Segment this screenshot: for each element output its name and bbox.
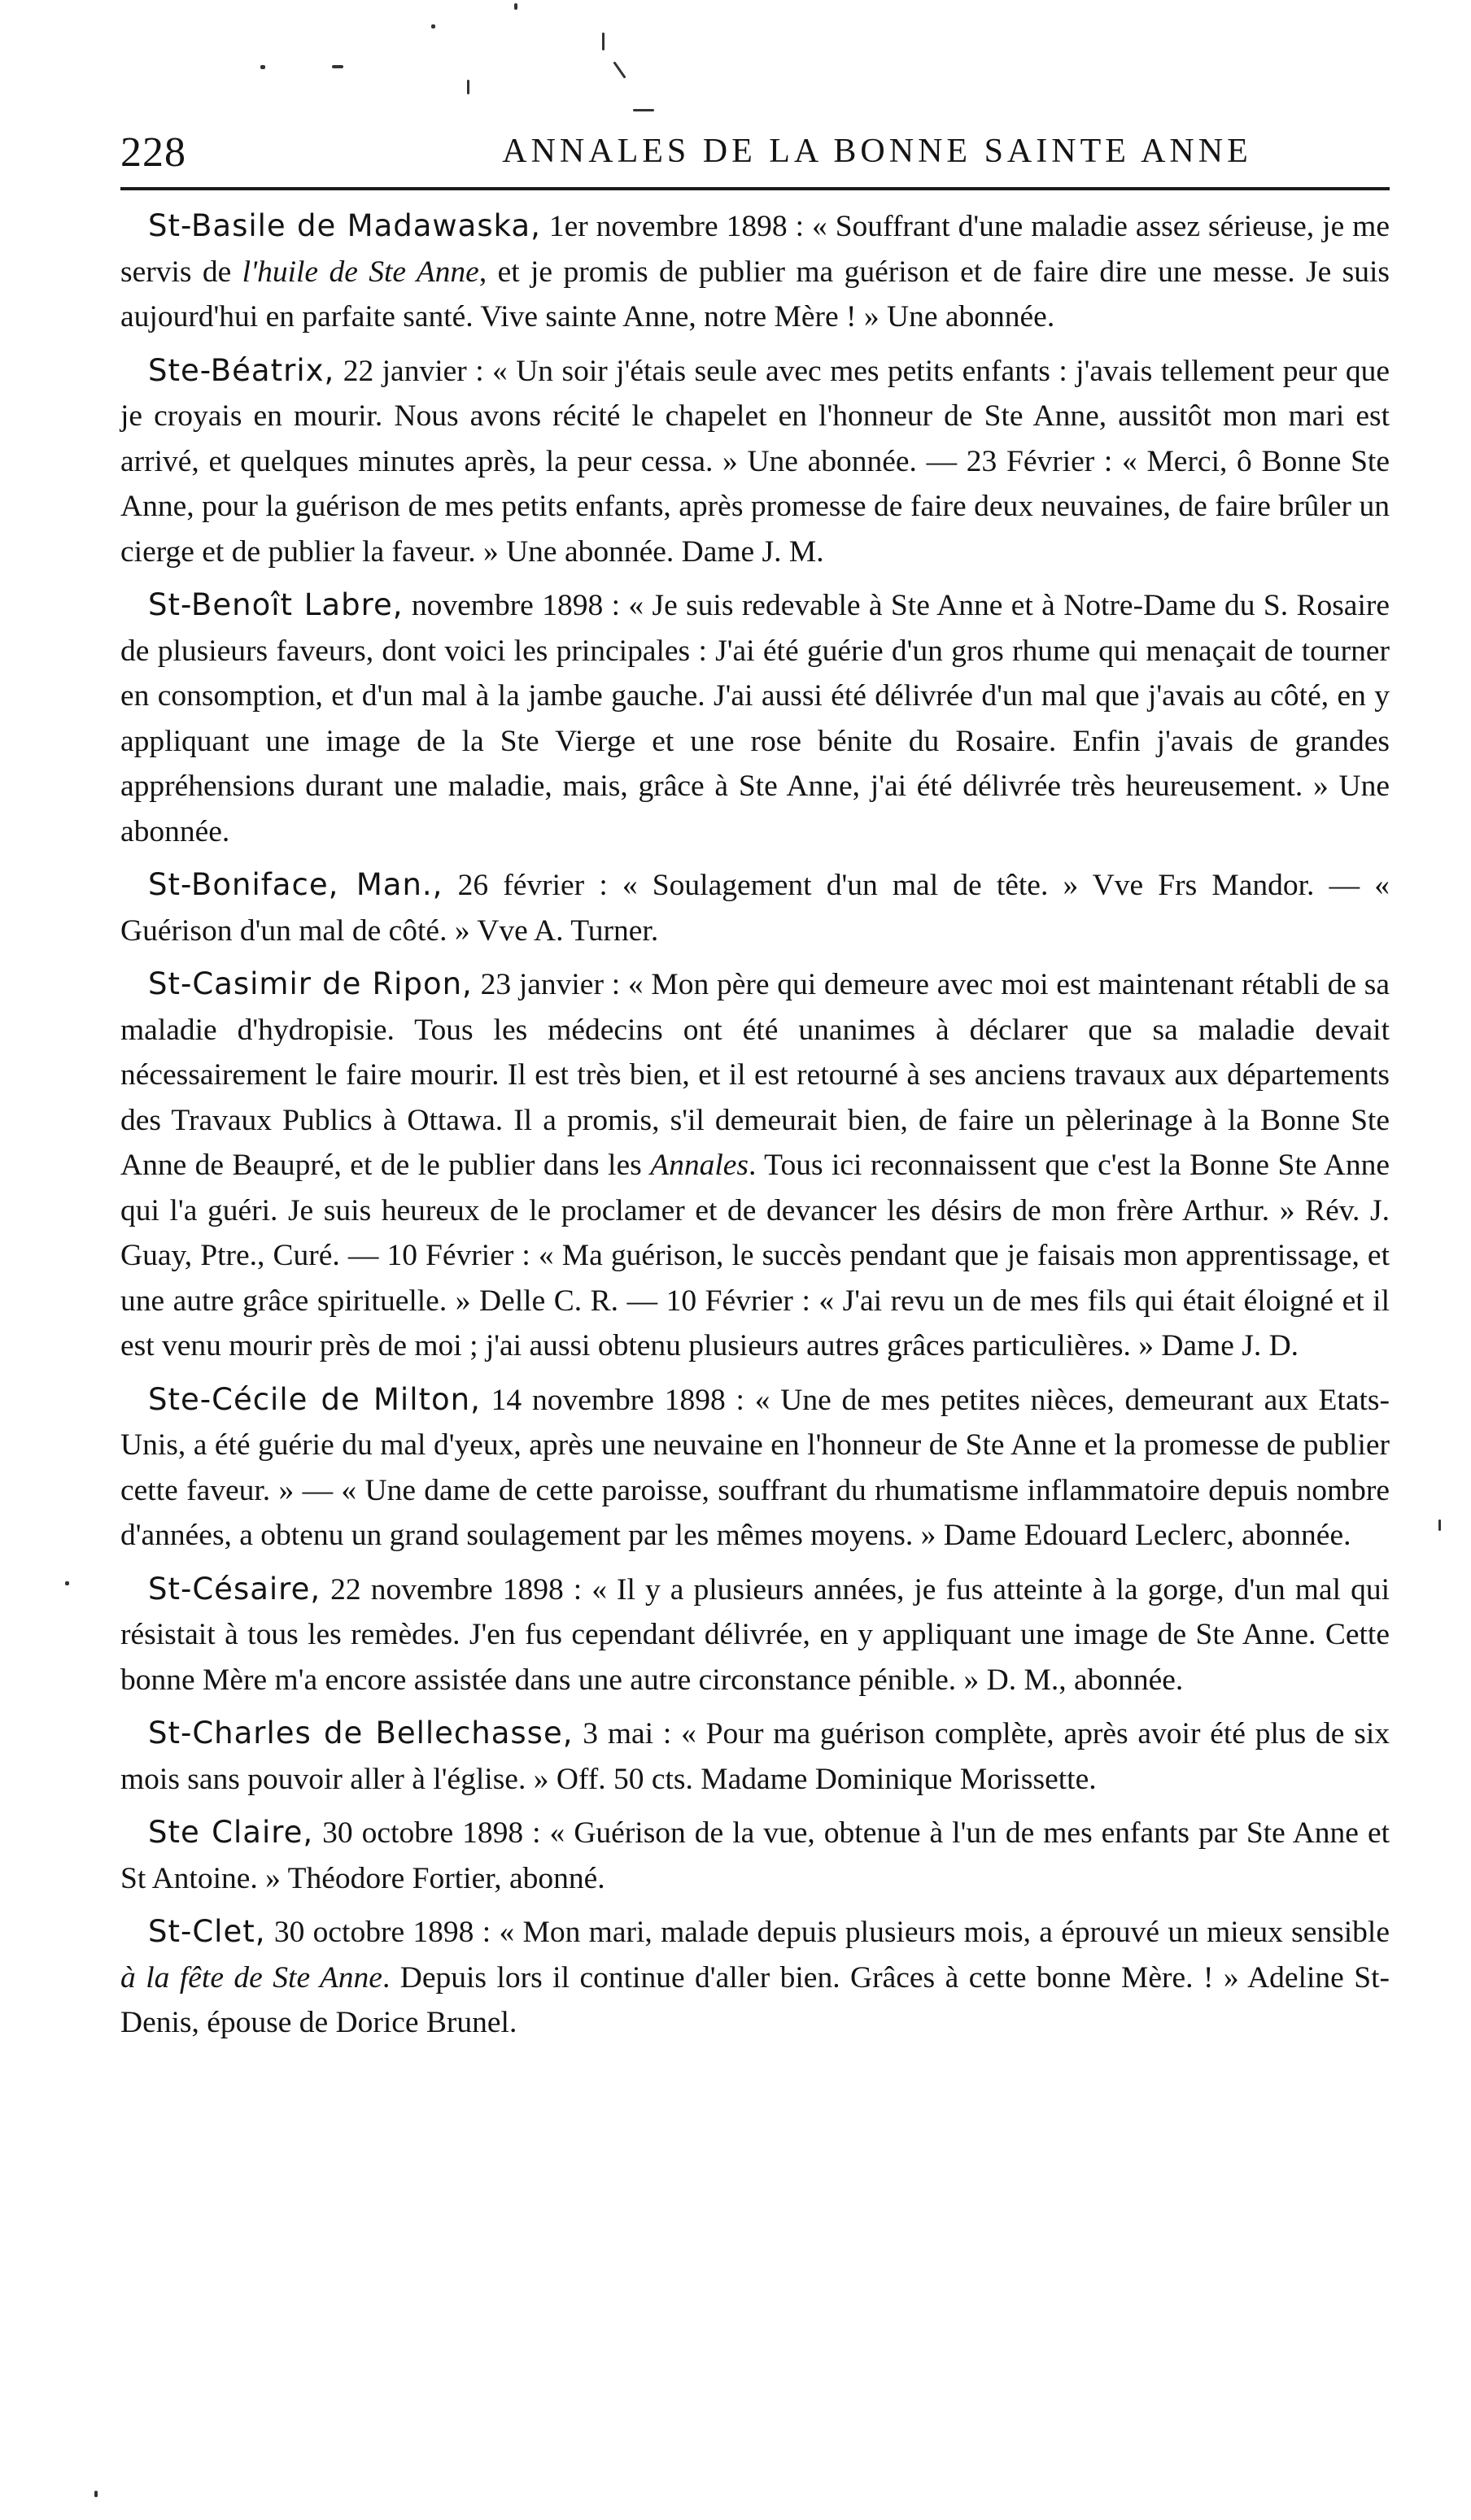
place-name: Ste-Cécile de Milton, (148, 1381, 481, 1417)
entry-ste-cecile-de-milton (120, 1377, 1390, 1559)
entry-text: novembre 1898 : « Je suis redevable à Ste Anne et à Notre-Dame du S. Rosaire de plusieurs faveurs, dont voici les principales : J'ai été guérie d'un gros rhume qui menaçait de tourner en consomption, et d'un mal à la jambe gauche. J'ai aussi été délivrée d'un mal que j'avais au côté, en y appliquant une image de la Ste Vierge et une rose bénite du Rosaire. Enfin j'avais de grandes appréhensions durant une maladie, mais, grâce à Ste Anne, j'ai été délivrée très heureusement. » Une abonnée. (120, 589, 1390, 848)
page-header (120, 122, 1390, 190)
entry-st-cesaire (120, 1567, 1390, 1703)
scan-speck (260, 65, 265, 69)
entry-st-casimir-de-ripon (120, 961, 1390, 1369)
entry-text: . Tous ici reconnaissent que c'est la Bonne Ste Anne qui l'a guéri. Je suis heureux de le proclamer et de devancer les désirs de mon frère Arthur. » Rév. J. Guay, Ptre., Curé. — 10 Février : « Ma guérison, le succès pendant que je faisais mon apprentissage, et une autre grâce spirituelle. » Delle C. R. — 10 Février : « J'ai revu un de mes fils qui était éloigné et il est venu mourir près de moi ; j'ai aussi obtenu plusieurs autres grâces particulières. » Dame J. D. (120, 1149, 1390, 1362)
place-name: St-Basile de Madawaska, (148, 208, 541, 243)
entry-st-charles-de-bellechasse (120, 1711, 1390, 1802)
scan-speck (65, 1581, 69, 1585)
entry-text: . Depuis lors il continue d'aller bien. Grâces à cette bonne Mère. ! » Adeline St-Denis, épouse de Dorice Brunel. (120, 1960, 1390, 2039)
entry-text: 30 octobre 1898 : « Mon mari, malade depuis plusieurs mois, a éprouvé un mieux sensible (265, 1916, 1390, 1949)
running-title: ANNALES DE LA BONNE SAINTE ANNE (502, 133, 1252, 170)
scan-speck (1438, 1519, 1441, 1531)
entry-text: 3 mai : « Pour ma guérison complète, après avoir été plus de six mois sans pouvoir aller à l'église. » Off. 50 cts. Madame Dominique Morissette. (120, 1717, 1390, 1796)
scan-speck (332, 65, 343, 68)
scan-speck (633, 109, 654, 111)
scan-speck (467, 80, 469, 94)
place-name: Ste-Béatrix, (148, 352, 335, 388)
entry-text: 1er novembre 1898 : « Souffrant d'une maladie assez sérieuse, je me servis de (120, 210, 1390, 289)
place-name: St-Casimir de Ripon, (148, 966, 473, 1001)
entry-ste-claire (120, 1810, 1390, 1901)
entry-st-benoit-labre (120, 582, 1390, 854)
scan-speck (94, 2491, 98, 2497)
place-name: St-Clet, (148, 1914, 266, 1949)
entry-st-basile (120, 203, 1390, 340)
body-text (120, 203, 1390, 2054)
entry-text: 30 octobre 1898 : « Guérison de la vue, obtenue à l'un de mes enfants par Ste Anne et St Antoine. » Théodore Fortier, abonné. (120, 1816, 1390, 1895)
entry-st-clet (120, 1909, 1390, 2046)
place-name: St-Boniface, Man., (148, 867, 443, 902)
entry-text: 26 février : « Soulagement d'un mal de tête. » Vve Frs Mandor. — « Guérison d'un mal de côté. » Vve A. Turner. (120, 869, 1390, 948)
place-name: St-Césaire, (148, 1571, 321, 1607)
emphasis-text: l'huile de Ste Anne (242, 255, 479, 289)
emphasis-text: à la fête de Ste Anne (120, 1960, 382, 1995)
place-name: Ste Claire, (148, 1815, 314, 1850)
entry-text: 22 novembre 1898 : « Il y a plusieurs années, je fus atteinte à la gorge, d'un mal qui résistait à tous les remèdes. J'en fus cependant délivrée, en y appliquant une image de Ste Anne. Cette bonne Mère m'a encore assistée dans une autre circonstance pénible. » D. M., abonnée. (120, 1572, 1390, 1697)
place-name: St-Benoît Labre, (148, 587, 404, 622)
entry-ste-beatrix (120, 348, 1390, 575)
page-number: 228 (120, 129, 186, 176)
entry-text: , et je promis de publier ma guérison et de faire dire une messe. Je suis aujourd'hui en parfaite santé. Vive sainte Anne, notre Mère ! » Une abonnée. (120, 255, 1390, 334)
entry-text: 23 janvier : « Mon père qui demeure avec moi est maintenant rétabli de sa maladie d'hydropisie. Tous les médecins ont été unanimes à déclarer que sa maladie devait nécessairement le faire mourir. Il est très bien, et il est retourné à ses anciens travaux aux départements des Travaux Publics à Ottawa. Il a promis, s'il demeurait bien, de faire un pèlerinage à la Bonne Ste Anne de Beaupré, et de le publier dans les (120, 968, 1390, 1182)
entry-text: 22 janvier : « Un soir j'étais seule avec mes petits enfants : j'avais tellement peur que je croyais en mourir. Nous avons récité le chapelet en l'honneur de Ste Anne, aussitôt mon mari est arrivé, et quelques minutes après, la peur cessa. » Une abonnée. — 23 Février : « Merci, ô Bonne Ste Anne, pour la guérison de mes petits enfants, après promesse de faire deux neuvaines, de faire brûler un cierge et de publier la faveur. » Une abonnée. Dame J. M. (120, 354, 1390, 569)
scan-speck (431, 24, 435, 28)
place-name: St-Charles de Bellechasse, (148, 1716, 574, 1750)
scan-speck (613, 61, 626, 78)
scan-speck (514, 3, 517, 10)
emphasis-text: Annales (650, 1149, 749, 1182)
entry-text: 14 novembre 1898 : « Une de mes petites nièces, demeurant aux Etats-Unis, a été guérie du mal d'yeux, après une neuvaine en l'honneur de Ste Anne et la promesse de publier cette faveur. » — « Une dame de cette paroisse, souffrant du rhumatisme inflammatoire depuis nombre d'années, a obtenu un grand soulagement par les mêmes moyens. » Dame Edouard Leclerc, abonnée. (120, 1383, 1390, 1552)
scan-speck (602, 33, 605, 50)
entry-st-boniface (120, 862, 1390, 953)
